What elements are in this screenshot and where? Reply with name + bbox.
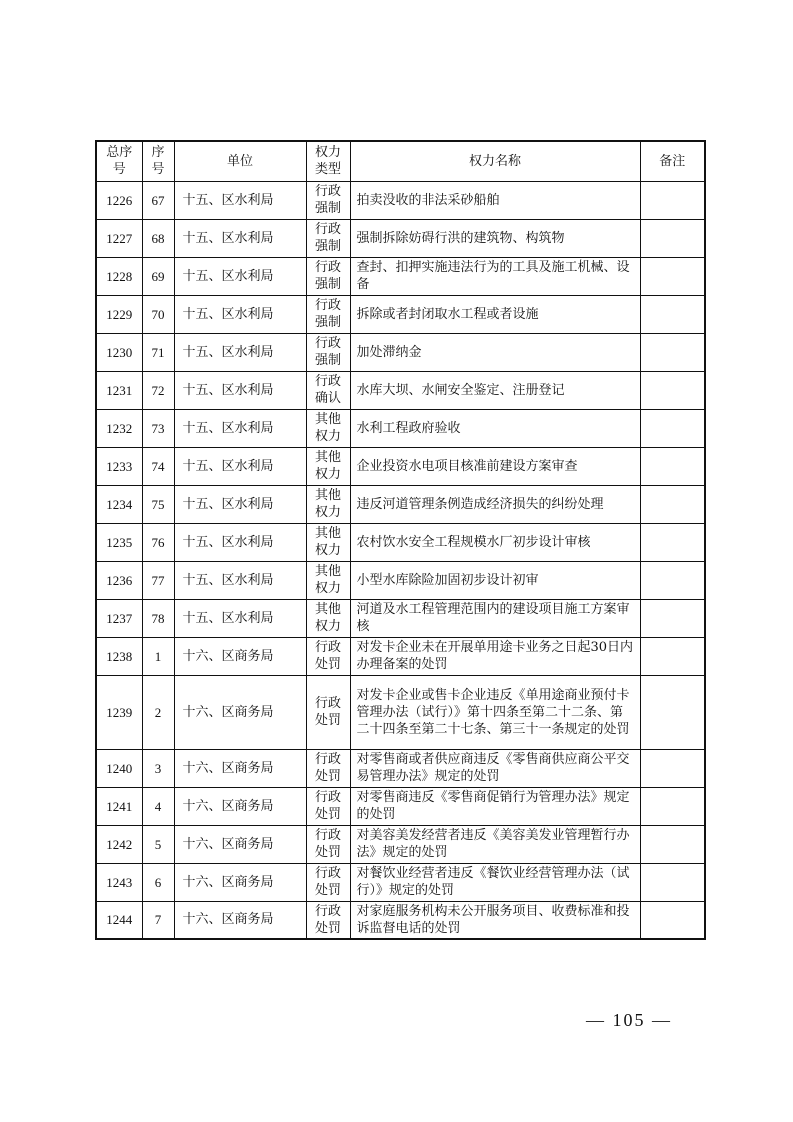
header-total-no: 总序号 bbox=[96, 141, 142, 181]
table-row bbox=[96, 825, 705, 863]
unit-cell: 十六、区商务局 bbox=[174, 637, 306, 675]
power-type-cell bbox=[306, 181, 350, 219]
sequence-number-cell: 3 bbox=[142, 749, 174, 787]
power-type-label: 行政处罚 bbox=[314, 903, 341, 936]
total-number-cell: 1230 bbox=[96, 333, 142, 371]
remark-cell bbox=[640, 409, 705, 447]
power-type-cell bbox=[306, 523, 350, 561]
power-type-cell bbox=[306, 787, 350, 825]
header-remark: 备注 bbox=[640, 141, 705, 181]
sequence-number-cell: 77 bbox=[142, 561, 174, 599]
remark-cell bbox=[640, 599, 705, 637]
sequence-number-cell: 5 bbox=[142, 825, 174, 863]
remark-cell bbox=[640, 787, 705, 825]
remark-cell bbox=[640, 863, 705, 901]
power-type-label: 行政强制 bbox=[314, 222, 341, 254]
total-number-cell: 1236 bbox=[96, 561, 142, 599]
power-name-cell: 水库大坝、水闸安全鉴定、注册登记 bbox=[350, 371, 640, 409]
power-name-cell: 违反河道管理条例造成经济损失的纠纷处理 bbox=[350, 485, 640, 523]
power-type-cell bbox=[306, 561, 350, 599]
sequence-number-cell: 71 bbox=[142, 333, 174, 371]
unit-cell: 十五、区水利局 bbox=[174, 409, 306, 447]
power-type-cell bbox=[306, 825, 350, 863]
sequence-number-cell: 68 bbox=[142, 219, 174, 257]
header-unit: 单位 bbox=[174, 141, 306, 181]
power-type-cell bbox=[306, 901, 350, 939]
remark-cell bbox=[640, 485, 705, 523]
sequence-number-cell: 2 bbox=[142, 675, 174, 749]
total-number-cell: 1244 bbox=[96, 901, 142, 939]
table-row bbox=[96, 371, 705, 409]
total-number-cell: 1228 bbox=[96, 257, 142, 295]
power-type-cell bbox=[306, 447, 350, 485]
power-type-label: 行政处罚 bbox=[314, 866, 341, 898]
table-row bbox=[96, 181, 705, 219]
table-row bbox=[96, 257, 705, 295]
power-name-cell: 加处滞纳金 bbox=[350, 333, 640, 371]
total-number-cell: 1237 bbox=[96, 599, 142, 637]
total-number-cell: 1227 bbox=[96, 219, 142, 257]
total-number-cell: 1226 bbox=[96, 181, 142, 219]
power-name-cell: 拍卖没收的非法采砂船舶 bbox=[350, 181, 640, 219]
power-name-cell: 拆除或者封闭取水工程或者设施 bbox=[350, 295, 640, 333]
power-list-table bbox=[95, 140, 706, 940]
power-name-cell: 农村饮水安全工程规模水厂初步设计审核 bbox=[350, 523, 640, 561]
power-name-cell: 企业投资水电项目核准前建设方案审查 bbox=[350, 447, 640, 485]
total-number-cell: 1235 bbox=[96, 523, 142, 561]
power-name-cell: 水利工程政府验收 bbox=[350, 409, 640, 447]
power-name-cell: 对发卡企业或售卡企业违反《单用途商业预付卡管理办法（试行）》第十四条至第二十二条、第二十四条至第二十七条、第三十一条规定的处罚 bbox=[350, 675, 640, 749]
power-type-cell bbox=[306, 599, 350, 637]
power-name-cell: 对零售商或者供应商违反《零售商供应商公平交易管理办法》规定的处罚 bbox=[350, 749, 640, 787]
power-type-cell bbox=[306, 485, 350, 523]
total-number-cell: 1240 bbox=[96, 749, 142, 787]
power-type-label: 行政确认 bbox=[314, 374, 341, 406]
total-number-cell: 1234 bbox=[96, 485, 142, 523]
power-name-cell: 对零售商违反《零售商促销行为管理办法》规定的处罚 bbox=[350, 787, 640, 825]
power-type-cell bbox=[306, 749, 350, 787]
sequence-number-cell: 67 bbox=[142, 181, 174, 219]
power-type-label: 其他权力 bbox=[314, 488, 341, 520]
table-row bbox=[96, 409, 705, 447]
table-row bbox=[96, 749, 705, 787]
sequence-number-cell: 72 bbox=[142, 371, 174, 409]
unit-cell: 十六、区商务局 bbox=[174, 675, 306, 749]
power-type-label: 行政处罚 bbox=[314, 696, 341, 728]
sequence-number-cell: 73 bbox=[142, 409, 174, 447]
total-number-cell: 1239 bbox=[96, 675, 142, 749]
total-number-cell: 1233 bbox=[96, 447, 142, 485]
table-body bbox=[96, 181, 705, 939]
header-seq-no: 序号 bbox=[142, 141, 174, 181]
page-number: — 105 — bbox=[586, 1010, 672, 1030]
power-type-cell bbox=[306, 675, 350, 749]
power-type-cell bbox=[306, 295, 350, 333]
power-type-cell bbox=[306, 863, 350, 901]
remark-cell bbox=[640, 447, 705, 485]
unit-cell: 十五、区水利局 bbox=[174, 257, 306, 295]
table-row bbox=[96, 295, 705, 333]
total-number-cell: 1241 bbox=[96, 787, 142, 825]
unit-cell: 十五、区水利局 bbox=[174, 333, 306, 371]
power-name-cell: 对美容美发经营者违反《美容美发业管理暂行办法》规定的处罚 bbox=[350, 825, 640, 863]
power-name-cell: 对发卡企业未在开展单用途卡业务之日起30日内办理备案的处罚 bbox=[350, 637, 640, 675]
power-type-cell bbox=[306, 257, 350, 295]
total-number-cell: 1232 bbox=[96, 409, 142, 447]
unit-cell: 十五、区水利局 bbox=[174, 181, 306, 219]
power-type-cell bbox=[306, 219, 350, 257]
power-type-label: 行政强制 bbox=[314, 260, 341, 292]
unit-cell: 十六、区商务局 bbox=[174, 787, 306, 825]
remark-cell bbox=[640, 371, 705, 409]
power-type-label: 其他权力 bbox=[314, 450, 341, 482]
total-number-cell: 1243 bbox=[96, 863, 142, 901]
table-header-row bbox=[96, 141, 705, 181]
table-row bbox=[96, 599, 705, 637]
unit-cell: 十六、区商务局 bbox=[174, 901, 306, 939]
power-type-label: 行政处罚 bbox=[314, 790, 341, 822]
total-number-cell: 1229 bbox=[96, 295, 142, 333]
table-row bbox=[96, 333, 705, 371]
total-number-cell: 1242 bbox=[96, 825, 142, 863]
remark-cell bbox=[640, 219, 705, 257]
table-row bbox=[96, 523, 705, 561]
sequence-number-cell: 1 bbox=[142, 637, 174, 675]
sequence-number-cell: 75 bbox=[142, 485, 174, 523]
power-type-label: 其他权力 bbox=[314, 602, 341, 634]
power-type-label: 行政强制 bbox=[314, 184, 341, 216]
unit-cell: 十五、区水利局 bbox=[174, 561, 306, 599]
power-type-cell bbox=[306, 409, 350, 447]
unit-cell: 十五、区水利局 bbox=[174, 295, 306, 333]
unit-cell: 十六、区商务局 bbox=[174, 825, 306, 863]
remark-cell bbox=[640, 675, 705, 749]
power-type-cell bbox=[306, 637, 350, 675]
power-type-label: 行政处罚 bbox=[314, 752, 341, 784]
power-type-label: 其他权力 bbox=[314, 412, 341, 444]
unit-cell: 十五、区水利局 bbox=[174, 523, 306, 561]
remark-cell bbox=[640, 637, 705, 675]
power-name-cell: 小型水库除险加固初步设计初审 bbox=[350, 561, 640, 599]
remark-cell bbox=[640, 901, 705, 939]
sequence-number-cell: 4 bbox=[142, 787, 174, 825]
total-number-cell: 1238 bbox=[96, 637, 142, 675]
power-type-label: 行政处罚 bbox=[314, 640, 341, 672]
sequence-number-cell: 69 bbox=[142, 257, 174, 295]
table-row bbox=[96, 637, 705, 675]
unit-cell: 十六、区商务局 bbox=[174, 863, 306, 901]
remark-cell bbox=[640, 333, 705, 371]
power-type-label: 行政处罚 bbox=[314, 828, 341, 860]
unit-cell: 十五、区水利局 bbox=[174, 447, 306, 485]
power-name-cell: 强制拆除妨碍行洪的建筑物、构筑物 bbox=[350, 219, 640, 257]
sequence-number-cell: 70 bbox=[142, 295, 174, 333]
power-name-cell: 对餐饮业经营者违反《餐饮业经营管理办法（试行）》规定的处罚 bbox=[350, 863, 640, 901]
sequence-number-cell: 78 bbox=[142, 599, 174, 637]
sequence-number-cell: 74 bbox=[142, 447, 174, 485]
unit-cell: 十五、区水利局 bbox=[174, 485, 306, 523]
sequence-number-cell: 7 bbox=[142, 901, 174, 939]
table-row bbox=[96, 219, 705, 257]
sequence-number-cell: 6 bbox=[142, 863, 174, 901]
table-row bbox=[96, 561, 705, 599]
table-row bbox=[96, 447, 705, 485]
power-name-cell: 对家庭服务机构未公开服务项目、收费标准和投诉监督电话的处罚 bbox=[350, 901, 640, 939]
remark-cell bbox=[640, 523, 705, 561]
unit-cell: 十五、区水利局 bbox=[174, 599, 306, 637]
power-type-label: 行政强制 bbox=[314, 298, 341, 330]
power-type-label: 行政强制 bbox=[314, 336, 341, 368]
power-type-label: 其他权力 bbox=[314, 564, 341, 596]
remark-cell bbox=[640, 825, 705, 863]
power-type-cell bbox=[306, 333, 350, 371]
remark-cell bbox=[640, 749, 705, 787]
power-name-cell: 查封、扣押实施违法行为的工具及施工机械、设备 bbox=[350, 257, 640, 295]
table-row bbox=[96, 787, 705, 825]
power-type-label: 其他权力 bbox=[314, 526, 341, 558]
header-power-type: 权力类型 bbox=[306, 141, 350, 181]
remark-cell bbox=[640, 181, 705, 219]
table-row bbox=[96, 675, 705, 749]
power-name-cell: 河道及水工程管理范围内的建设项目施工方案审核 bbox=[350, 599, 640, 637]
power-type-cell bbox=[306, 371, 350, 409]
unit-cell: 十五、区水利局 bbox=[174, 219, 306, 257]
total-number-cell: 1231 bbox=[96, 371, 142, 409]
unit-cell: 十五、区水利局 bbox=[174, 371, 306, 409]
table-row bbox=[96, 485, 705, 523]
remark-cell bbox=[640, 561, 705, 599]
sequence-number-cell: 76 bbox=[142, 523, 174, 561]
table-row bbox=[96, 863, 705, 901]
unit-cell: 十六、区商务局 bbox=[174, 749, 306, 787]
table-row bbox=[96, 901, 705, 939]
header-power-name: 权力名称 bbox=[350, 141, 640, 181]
remark-cell bbox=[640, 295, 705, 333]
remark-cell bbox=[640, 257, 705, 295]
